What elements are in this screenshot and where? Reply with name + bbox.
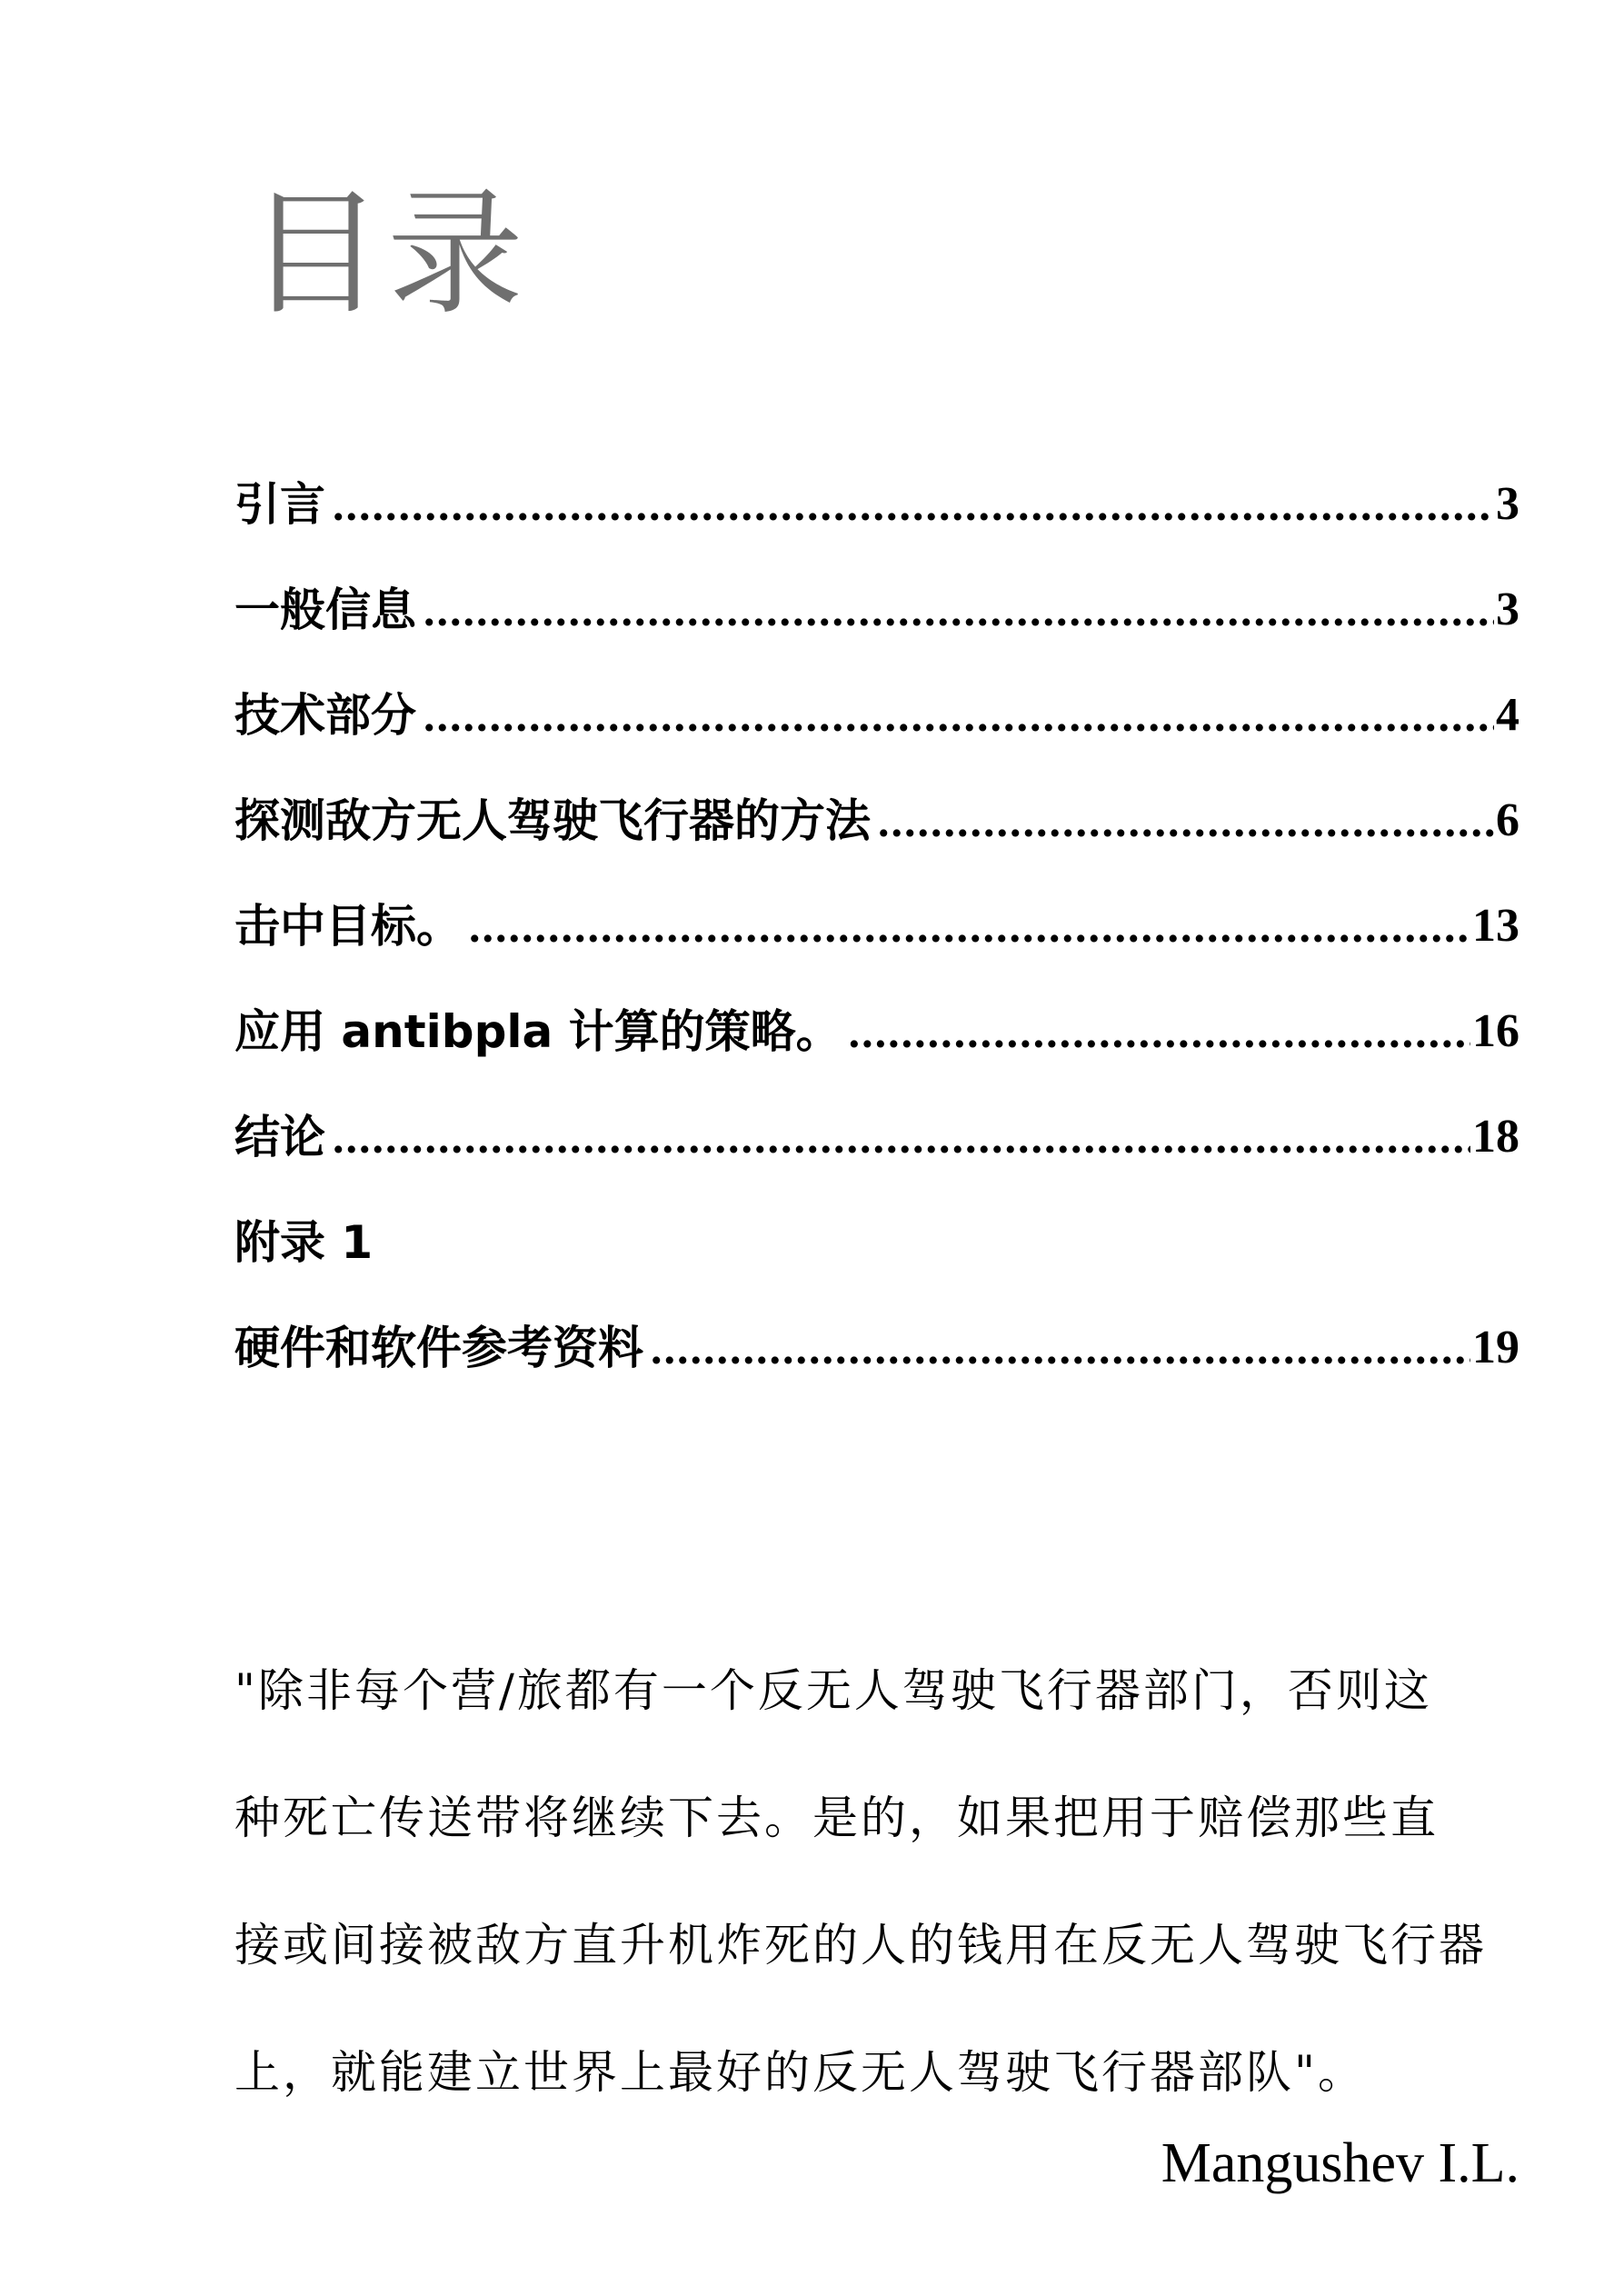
page-title: 目录 bbox=[247, 175, 528, 334]
toc-entry-label: 击中目标。 bbox=[234, 900, 462, 953]
toc-entry-general-info[interactable] bbox=[234, 578, 1519, 642]
toc-entry-label: 结论 bbox=[234, 1111, 325, 1163]
toc-entry-label: 引言 bbox=[234, 478, 325, 531]
toc-entry-detection-methods[interactable] bbox=[234, 789, 1519, 853]
quote-line: 上，就能建立世界上最好的反无人驾驶飞行器部队"。 bbox=[234, 2046, 1366, 2099]
toc-entry-page: 13 bbox=[1472, 900, 1519, 952]
toc-entry-page: 19 bbox=[1472, 1322, 1519, 1373]
dot-leader bbox=[423, 684, 1494, 747]
toc-entry-page: 4 bbox=[1496, 689, 1519, 741]
dot-leader bbox=[423, 578, 1494, 642]
toc-entry-label: 硬件和软件参考资料 bbox=[234, 1322, 643, 1374]
toc-entry-appendix-1[interactable] bbox=[234, 1211, 1519, 1274]
toc-entry-page: 3 bbox=[1496, 584, 1519, 635]
toc-entry-introduction[interactable] bbox=[234, 473, 1519, 536]
quote-line: 接或间接被敌方直升机炸死的人的钱用在反无人驾驶飞行器 bbox=[234, 1919, 1487, 1972]
toc-entry-page: 6 bbox=[1496, 794, 1519, 846]
toc-entry-label: 附录 1 bbox=[234, 1216, 374, 1269]
quote-line: "除非每个营/旅都有一个反无人驾驶飞行器部门，否则这 bbox=[234, 1664, 1432, 1717]
toc-entry-references[interactable] bbox=[234, 1316, 1519, 1380]
toc-entry-strategy[interactable] bbox=[234, 1000, 1519, 1063]
dot-leader bbox=[333, 1105, 1470, 1169]
toc-entry-page: 16 bbox=[1472, 1005, 1519, 1057]
toc-entry-page: 18 bbox=[1472, 1111, 1519, 1163]
quote-author: Mangushev I.L. bbox=[1161, 2132, 1519, 2194]
toc-entry-conclusion[interactable] bbox=[234, 1105, 1519, 1169]
toc-entry-label: 探测敌方无人驾驶飞行器的方法 bbox=[234, 794, 871, 847]
dot-leader bbox=[651, 1316, 1470, 1380]
toc-entry-label: 技术部分 bbox=[234, 689, 416, 742]
dot-leader bbox=[878, 789, 1494, 853]
quote-line: 种死亡传送带将继续下去。是的，如果把用于赔偿那些直 bbox=[234, 1792, 1439, 1844]
dot-leader bbox=[849, 1000, 1470, 1063]
toc-entry-technical-part[interactable] bbox=[234, 684, 1519, 747]
dot-leader bbox=[469, 894, 1470, 958]
epigraph-quote bbox=[234, 1627, 1519, 2136]
toc-entry-label: 应用 antibpla 计算的策略。 bbox=[234, 1005, 842, 1058]
toc-entry-page: 3 bbox=[1496, 478, 1519, 530]
toc-entry-hitting-target[interactable] bbox=[234, 894, 1519, 958]
toc-entry-label: 一般信息 bbox=[234, 584, 416, 636]
dot-leader bbox=[333, 473, 1494, 536]
